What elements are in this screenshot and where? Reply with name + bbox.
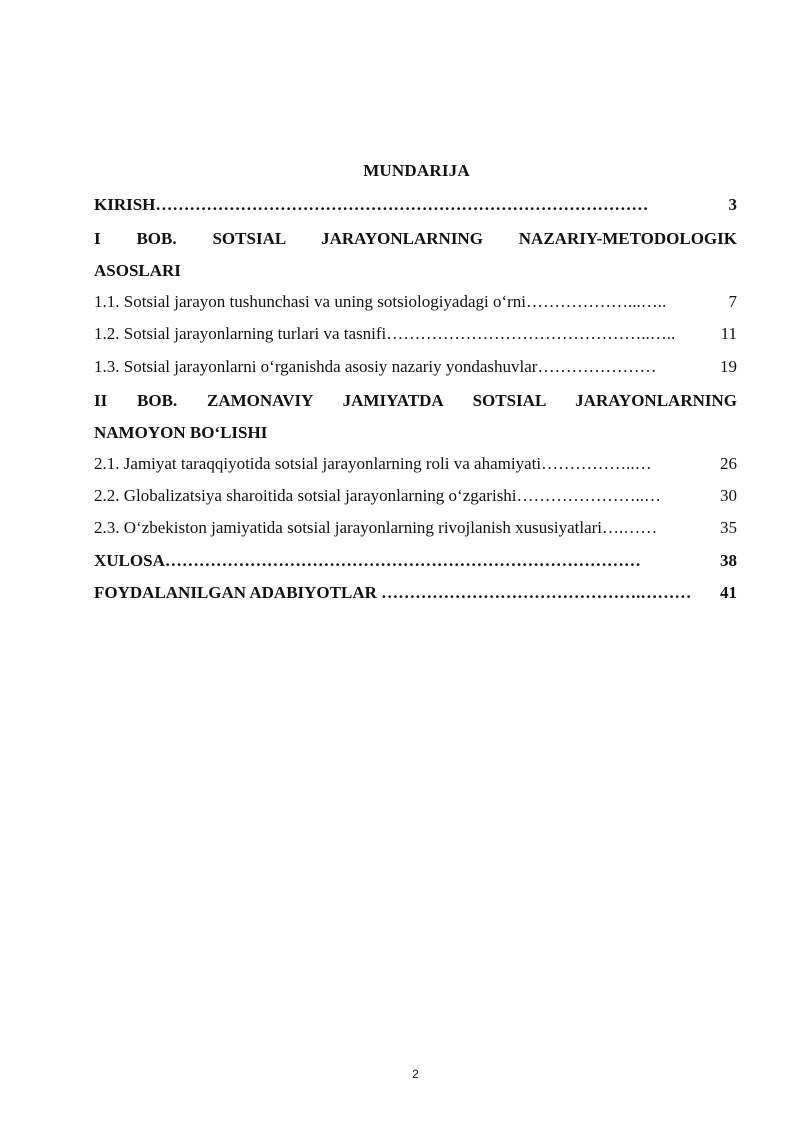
page-title: MUNDARIJA <box>363 161 470 180</box>
toc-dot-leader: …………………………………………………………………………… <box>155 195 649 214</box>
toc-entry-title: 1.3. Sotsial jarayonlarni o‘rganishda asosiy nazariy yondashuvlar <box>94 357 538 376</box>
toc-page-number: 19 <box>720 357 737 376</box>
toc-dot-leader: ……………..… <box>541 454 652 473</box>
toc-entry-title: 1.2. Sotsial jarayonlarning turlari va tasnifi <box>94 324 387 343</box>
toc-entry-references <box>94 583 737 607</box>
toc-entry-title: FOYDALANILGAN ADABIYOTLAR <box>94 583 377 602</box>
toc-page-number: 38 <box>720 551 737 570</box>
toc-page-number: 3 <box>728 195 737 214</box>
toc-chapter-2-line-1: II BOB. ZAMONAVIY JAMIYATDA SOTSIAL JARAYONLARNING <box>94 391 737 410</box>
toc-chapter-1-line-1: I BOB. SOTSIAL JARAYONLARNING NAZARIY-METODOLOGIK <box>94 229 737 248</box>
toc-dot-leader: ………………………………………..….. <box>386 324 676 343</box>
toc-entry-title: 2.2. Globalizatsiya sharoitida sotsial jarayonlarning o‘zgarishi <box>94 486 517 505</box>
toc-page-number: 26 <box>720 454 737 473</box>
toc-entry-title: 2.1. Jamiyat taraqqiyotida sotsial jarayonlarning roli va ahamiyati <box>94 454 542 473</box>
toc-entry-title: KIRISH <box>94 195 156 214</box>
toc-entry-1-3 <box>94 357 737 381</box>
toc-entry-2-2 <box>94 486 737 510</box>
toc-page-number: 30 <box>720 486 737 505</box>
toc-page-number: 11 <box>720 324 737 343</box>
toc-dot-leader: ……………………………………….……… <box>376 583 692 602</box>
toc-entry-xulosa <box>94 551 737 575</box>
toc-page-number: 41 <box>720 583 737 602</box>
toc-entry-1-1 <box>94 292 737 316</box>
toc-dot-leader: ………………………………………………………………………… <box>164 551 641 570</box>
toc-chapter-2-line-2: NAMOYON BO‘LISHI <box>94 423 268 442</box>
page-number: 2 <box>412 1067 419 1081</box>
toc-entry-2-1 <box>94 454 737 478</box>
toc-dot-leader: ………………...….. <box>526 292 667 311</box>
toc-entry-title: XULOSA <box>94 551 165 570</box>
toc-chapter-1-line-2: ASOSLARI <box>94 261 181 280</box>
toc-entry-kirish <box>94 195 737 219</box>
toc-dot-leader: …………………..… <box>516 486 662 505</box>
toc-entry-title: 2.3. O‘zbekiston jamiyatida sotsial jarayonlarning rivojlanish xususiyatlari <box>94 518 603 537</box>
toc-entry-title: 1.1. Sotsial jarayon tushunchasi va uning sotsiologiyadagi o‘rni <box>94 292 527 311</box>
toc-page-number: 35 <box>720 518 737 537</box>
toc-page-number: 7 <box>728 292 737 311</box>
toc-entry-1-2 <box>94 324 737 348</box>
toc-entry-2-3 <box>94 518 737 542</box>
toc-dot-leader: ………………… <box>537 357 657 376</box>
toc-dot-leader: ….…… <box>602 518 658 537</box>
